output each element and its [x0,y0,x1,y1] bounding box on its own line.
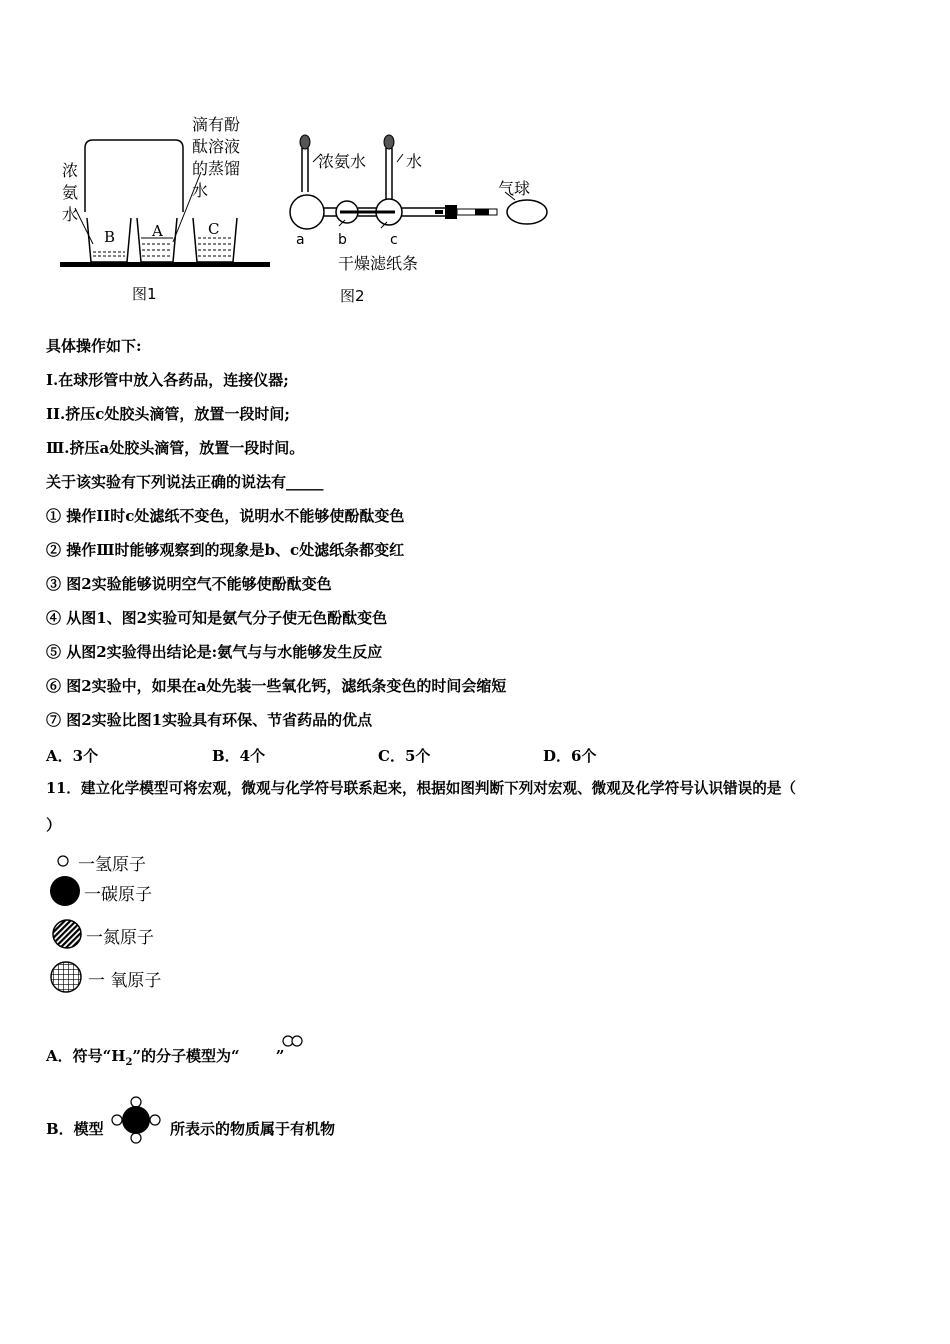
statement-2: ② 操作Ⅲ时能够观察到的现象是b、c处滤纸条都变红 [46,541,405,559]
statement-1: ① 操作II时c处滤纸不变色，说明水不能够使酚酞变色 [46,507,405,525]
option-a-prefix: A．符号“H [46,1047,126,1065]
figure-2-caption: 图2 [340,287,365,305]
q11-stem-line-1: 11．建立化学模型可将宏观，微观与化学符号联系起来，根据如图判断下列对宏观、微观及化学符号认识错误的是（ [46,780,797,797]
h2-molecule-icon [280,1034,306,1048]
nitrogen-atom-icon [50,917,84,951]
legend-oxygen: 一 氧原子 [88,971,162,991]
methane-molecule-icon [110,1094,162,1146]
statement-6: ⑥ 图2实验中，如果在a处先装一些氧化钙，滤纸条变色的时间会缩短 [46,677,507,695]
label-line: 的蒸馏 [192,159,241,178]
figure-2-c-label: c [390,232,398,248]
figure-2-water-label: 水 [406,152,423,171]
beaker-c-label: C [208,220,220,238]
legend-nitrogen: 一氮原子 [86,928,154,948]
q11-stem-line-2: ） [46,816,62,834]
q10-option-c[interactable]: C．5个 [378,747,431,765]
figure-2-a-label: a [296,232,305,248]
q10-option-d[interactable]: D．6个 [543,747,597,765]
label-line: 酞溶液 [192,137,241,156]
option-a-mid: ”的分子模型为“ [132,1047,240,1065]
statement-4: ④ 从图1、图2实验可知是氨气分子使无色酚酞变色 [46,609,388,627]
figure-1-ammonia-label [62,160,78,226]
option-a-subscript: 2 [125,1057,133,1068]
q11-option-a[interactable] [46,1045,284,1068]
steps-title: 具体操作如下: [46,337,142,355]
beaker-b-label: B [104,228,116,246]
q11-option-b-suffix: 所表示的物质属于有机物 [170,1120,336,1138]
statement-7: ⑦ 图2实验比图1实验具有环保、节省药品的优点 [46,711,373,729]
oxygen-atom-icon [48,959,84,995]
figure-1-diagram [55,112,275,277]
figure-2-b-label: b [338,232,347,248]
q11-option-b-prefix[interactable]: B．模型 [46,1120,104,1138]
step-3: Ⅲ.挤压a处胶头滴管，放置一段时间。 [46,439,305,457]
figure-2-paper-label: 干燥滤纸条 [338,254,419,273]
label-line: 滴有酚 [192,115,241,134]
legend-hydrogen: 一氢原子 [78,855,146,875]
legend-carbon: 一碳原子 [84,885,152,905]
statement-5: ⑤ 从图2实验得出结论是:氨气与与水能够发生反应 [46,643,383,661]
beaker-a-label: A [152,222,163,240]
question-prompt: 关于该实验有下列说法正确的说法有_____ [46,473,324,491]
hydrogen-atom-icon [56,854,70,868]
q10-option-b[interactable]: B．4个 [212,747,266,765]
step-1: I.在球形管中放入各药品，连接仪器; [46,371,289,389]
label-char: 浓 [62,161,79,180]
figure-1-caption: 图1 [132,285,157,303]
q10-option-a[interactable]: A．3个 [46,747,99,765]
figure-2-ammonia-label: 浓氨水 [318,152,367,171]
step-2: II.挤压c处胶头滴管，放置一段时间; [46,405,290,423]
figure-1-phenolphthalein-label [192,114,240,202]
label-char: 氨 [62,183,79,202]
label-char: 水 [62,205,79,224]
option-a-end: ” [275,1047,285,1065]
figure-2-balloon-label: 气球 [498,179,531,198]
statement-3: ③ 图2实验能够说明空气不能够使酚酞变色 [46,575,332,593]
label-line: 水 [192,181,209,200]
carbon-atom-icon [48,874,82,908]
